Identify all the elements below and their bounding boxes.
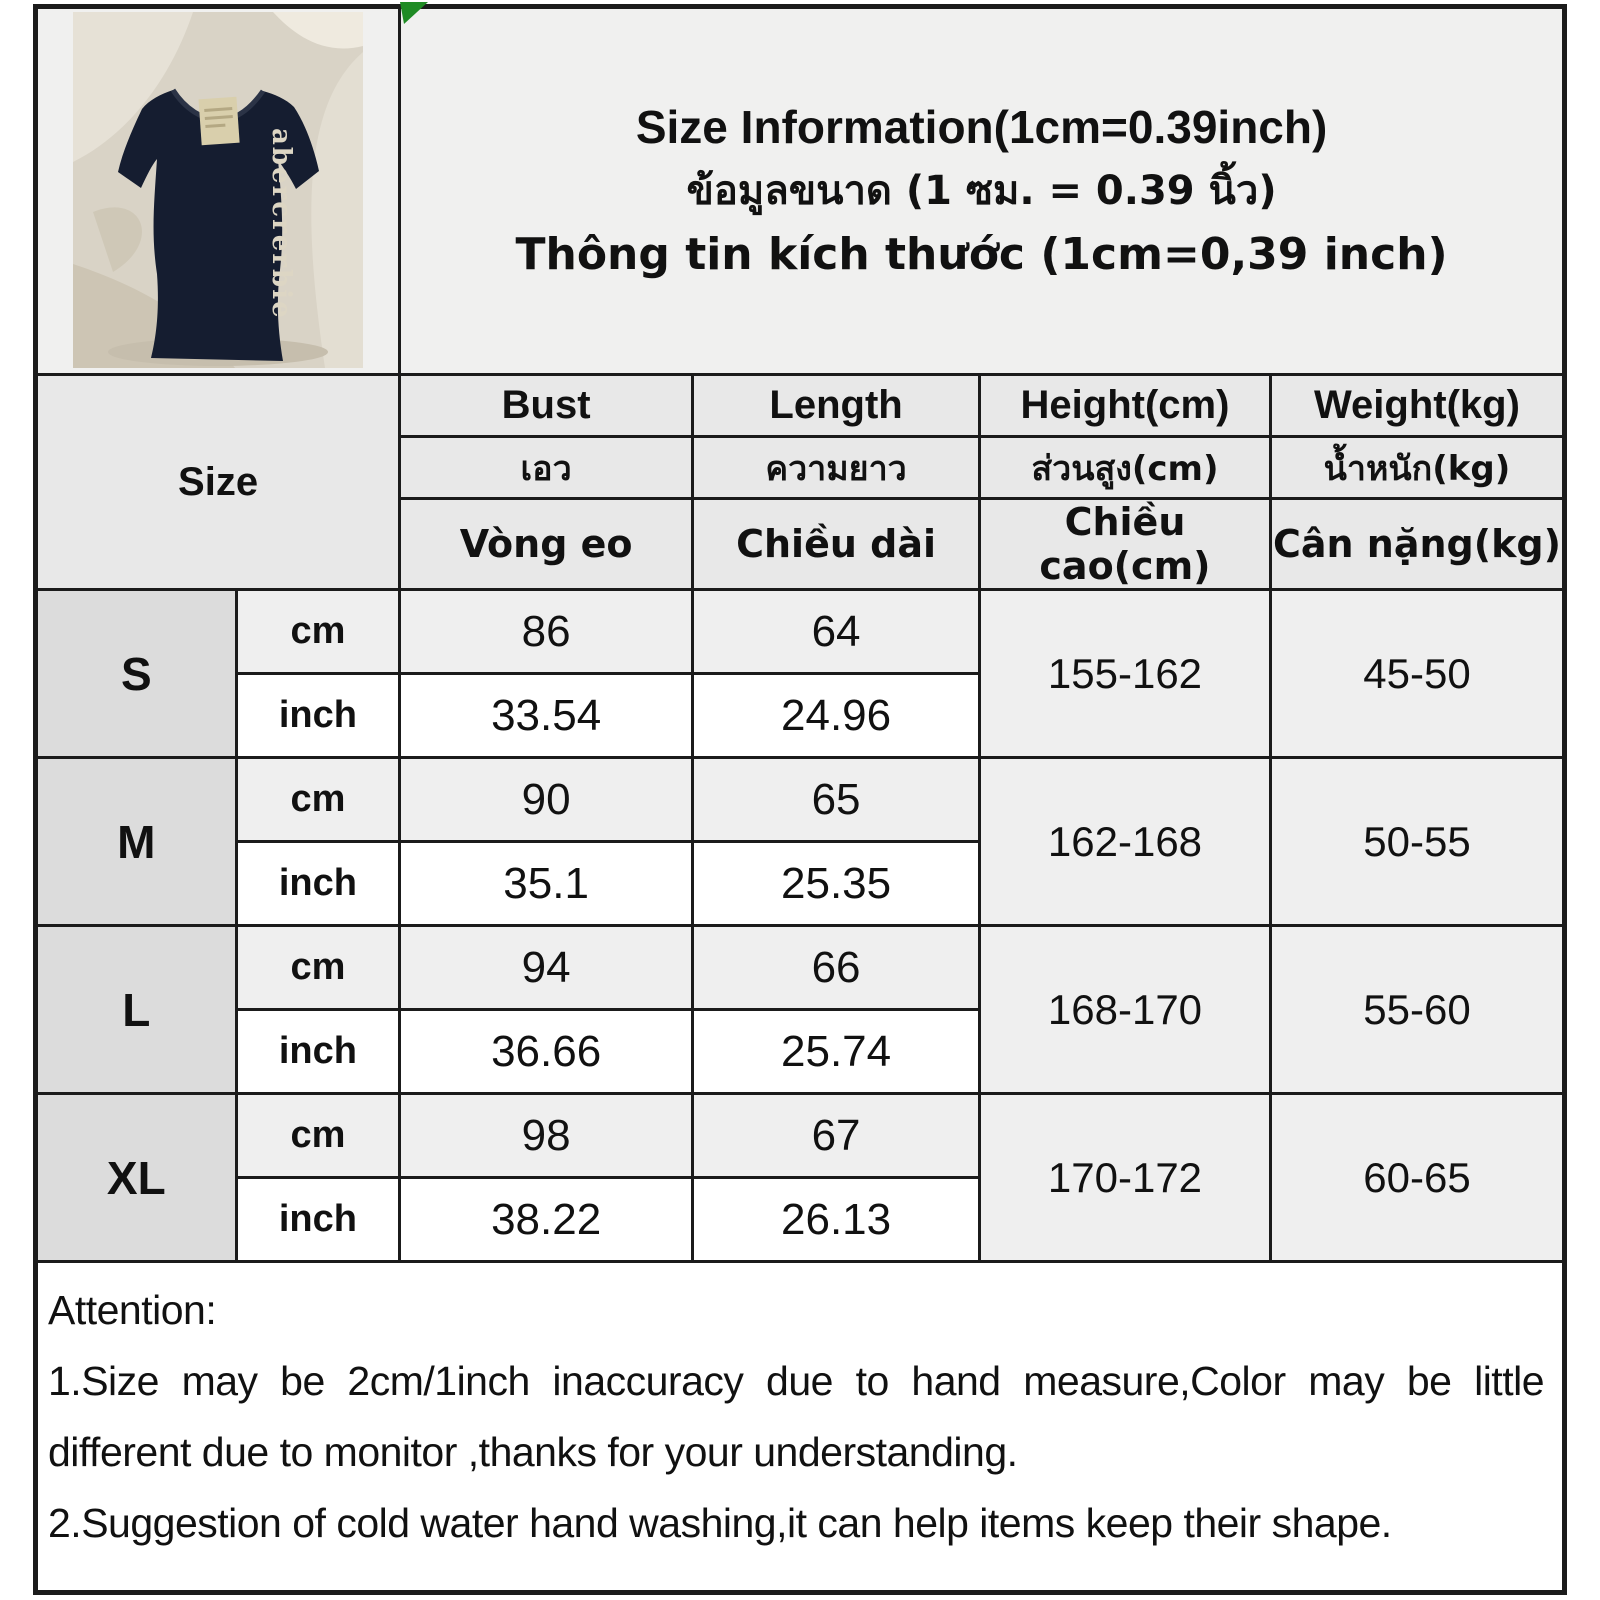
attention-note-2: 2.Suggestion of cold water hand washing,it can help items keep their shape.	[48, 1500, 1392, 1546]
col-header-length-vi: Chiều dài	[693, 499, 980, 590]
unit-label-cm: cm	[236, 590, 400, 674]
size-chart-frame	[33, 4, 1567, 1595]
col-header-weight-vi: Cân nặng(kg)	[1270, 499, 1564, 590]
weight-range: 50-55	[1270, 758, 1564, 926]
col-header-length-th: ความยาว	[693, 437, 980, 499]
col-header-bust-en: Bust	[400, 375, 693, 437]
col-header-bust-th: เอว	[400, 437, 693, 499]
row-xl-cm	[36, 1094, 1565, 1178]
bust-inch-value: 35.1	[400, 842, 693, 926]
green-corner-marker-icon	[399, 2, 429, 26]
photo-title-row	[36, 7, 1565, 375]
col-header-weight-th: น้ำหนัก(kg)	[1270, 437, 1564, 499]
col-header-weight-en: Weight(kg)	[1270, 375, 1564, 437]
row-s-cm	[36, 590, 1565, 674]
row-m-cm	[36, 758, 1565, 842]
product-photo	[73, 12, 363, 368]
weight-range: 45-50	[1270, 590, 1564, 758]
col-header-length-en: Length	[693, 375, 980, 437]
bust-cm-value: 86	[400, 590, 693, 674]
neck-tag	[199, 97, 240, 146]
attention-section	[36, 1262, 1565, 1593]
unit-label-cm: cm	[236, 758, 400, 842]
title-cell	[400, 7, 1565, 375]
height-range: 155-162	[980, 590, 1271, 758]
shirt-brand-text: abercrerbie	[266, 128, 297, 320]
weight-range: 60-65	[1270, 1094, 1564, 1262]
col-header-height-vi: Chiều cao(cm)	[980, 499, 1271, 590]
row-l-cm	[36, 926, 1565, 1010]
unit-label-cm: cm	[236, 926, 400, 1010]
size-label-s: S	[36, 590, 237, 758]
bust-inch-value: 38.22	[400, 1178, 693, 1262]
col-header-height-en: Height(cm)	[980, 375, 1271, 437]
size-label-m: M	[36, 758, 237, 926]
length-cm-value: 66	[693, 926, 980, 1010]
product-photo-cell	[36, 7, 400, 375]
length-cm-value: 64	[693, 590, 980, 674]
bust-cm-value: 90	[400, 758, 693, 842]
unit-label-inch: inch	[236, 1010, 400, 1094]
col-header-height-th: ส่วนสูง(cm)	[980, 437, 1271, 499]
attention-note-1: 1.Size may be 2cm/1inch inaccuracy due to hand measure,Color may be little different due to monitor ,thanks for your understanding.	[48, 1358, 1544, 1475]
header-row-english	[36, 375, 1565, 437]
height-range: 162-168	[980, 758, 1271, 926]
attention-heading: Attention:	[48, 1287, 217, 1333]
unit-label-inch: inch	[236, 1178, 400, 1262]
title-thai: ข้อมูลขนาด (1 ซม. = 0.39 นิ้ว)	[686, 168, 1277, 214]
length-cm-value: 65	[693, 758, 980, 842]
col-header-bust-vi: Vòng eo	[400, 499, 693, 590]
bust-inch-value: 36.66	[400, 1010, 693, 1094]
bust-cm-value: 94	[400, 926, 693, 1010]
size-label-l: L	[36, 926, 237, 1094]
unit-label-cm: cm	[236, 1094, 400, 1178]
length-inch-value: 24.96	[693, 674, 980, 758]
length-inch-value: 25.74	[693, 1010, 980, 1094]
length-inch-value: 26.13	[693, 1178, 980, 1262]
bust-cm-value: 98	[400, 1094, 693, 1178]
weight-range: 55-60	[1270, 926, 1564, 1094]
title-english: Size Information(1cm=0.39inch)	[635, 101, 1328, 153]
title-vietnamese: Thông tin kích thước (1cm=0,39 inch)	[515, 229, 1448, 280]
size-column-header: Size	[36, 375, 400, 590]
length-cm-value: 67	[693, 1094, 980, 1178]
height-range: 168-170	[980, 926, 1271, 1094]
unit-label-inch: inch	[236, 674, 400, 758]
bust-inch-value: 33.54	[400, 674, 693, 758]
attention-row	[36, 1262, 1565, 1593]
size-label-xl: XL	[36, 1094, 237, 1262]
length-inch-value: 25.35	[693, 842, 980, 926]
height-range: 170-172	[980, 1094, 1271, 1262]
size-table	[33, 4, 1567, 1595]
unit-label-inch: inch	[236, 842, 400, 926]
